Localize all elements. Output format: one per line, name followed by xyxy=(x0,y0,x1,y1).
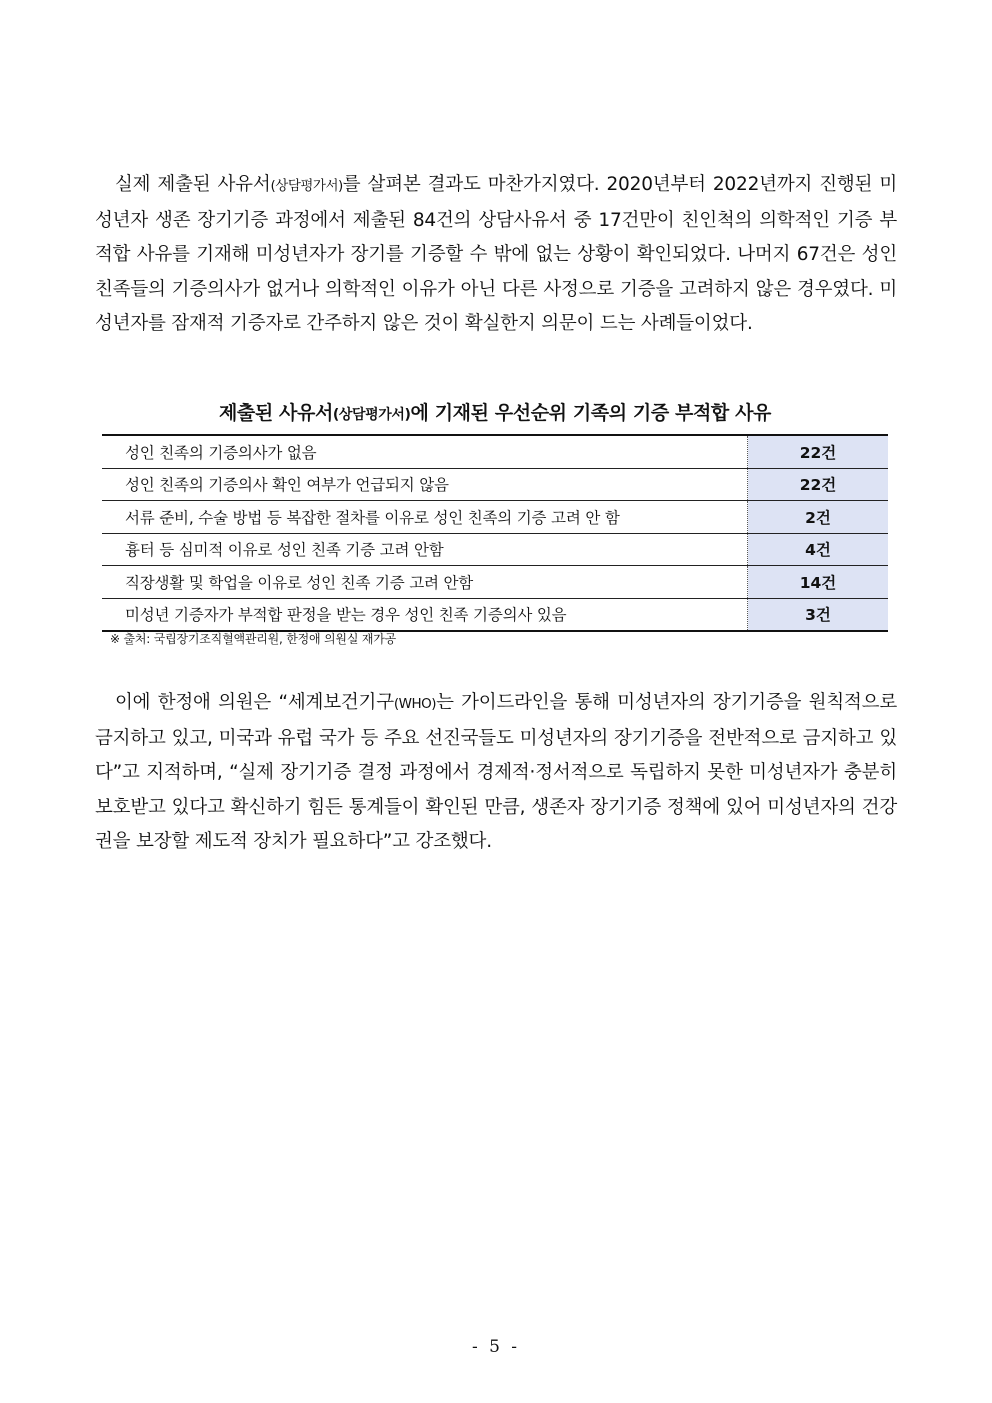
body-paragraph-1 xyxy=(95,168,897,342)
paragraph-2-note: (WHO) xyxy=(393,696,437,712)
table-row xyxy=(102,598,888,631)
count-cell: 22건 xyxy=(748,435,889,468)
table-row xyxy=(102,435,888,468)
count-cell: 3건 xyxy=(748,598,889,631)
table-row xyxy=(102,468,888,501)
table-title-text-a: 제출된 사유서 xyxy=(218,402,333,424)
table-row xyxy=(102,533,888,566)
count-cell: 2건 xyxy=(748,501,889,534)
reason-cell: 흉터 등 심미적 이유로 성인 친족 기증 고려 안함 xyxy=(102,533,748,566)
paragraph-1-note: (상담평가서) xyxy=(270,178,343,194)
reason-cell: 미성년 기증자가 부적합 판정을 받는 경우 성인 친족 기증의사 있음 xyxy=(102,598,748,631)
count-cell: 14건 xyxy=(748,566,889,599)
count-cell: 22건 xyxy=(748,468,889,501)
reason-cell: 서류 준비, 수술 방법 등 복잡한 절차를 이유로 성인 친족의 기증 고려 안 함 xyxy=(102,501,748,534)
paragraph-2-text-b: 는 가이드라인을 통해 미성년자의 장기기증을 원칙적으로 금지하고 있고, 미국과 유럽 국가 등 주요 선진국들도 미성년자의 장기기증을 전반적으로 금지하고 있다”고 지적하며, “실제 장기기증 결정 과정에서 경제적·정서적으로 독립하지 못한 미성년자가 충분히 보호받고 있다고 확신하기 힘든 통계들이 확인된 만큼, 생존자 장기기증 정책에 있어 미성년자의 건강권을 보장할 제도적 장치가 필요하다”고 강조했다. xyxy=(95,692,897,852)
table-source-note: ※ 출처: 국립장기조직혈액관리원, 한정애 의원실 재가공 xyxy=(110,632,397,646)
reasons-table xyxy=(102,434,888,632)
reason-cell: 직장생활 및 학업을 이유로 성인 친족 기증 고려 안함 xyxy=(102,566,748,599)
page-number: - 5 - xyxy=(471,1337,521,1357)
table-title-note: (상담평가서) xyxy=(332,407,411,423)
reason-cell: 성인 친족의 기증의사 확인 여부가 언급되지 않음 xyxy=(102,468,748,501)
table-title-text-b: 에 기재된 우선순위 기족의 기증 부적합 사유 xyxy=(410,402,772,424)
paragraph-1-text-b: 를 살펴본 결과도 마찬가지였다. 2020년부터 2022년까지 진행된 미성년자 생존 장기기증 과정에서 제출된 84건의 상담사유서 중 17건만이 친인척의 의학적인 기증 부적합 사유를 기재해 미성년자가 장기를 기증할 수 밖에 없는 상황이 확인되었다. 나머지 67건은 성인 친족들의 기증의사가 없거나 의학적인 이유가 아닌 다른 사정으로 기증을 고려하지 않은 경우였다. 미성년자를 잠재적 기증자로 간주하지 않은 것이 확실한지 의문이 드는 사례들이었다. xyxy=(95,174,897,334)
reason-cell: 성인 친족의 기증의사가 없음 xyxy=(102,435,748,468)
body-paragraph-2 xyxy=(95,686,897,860)
table-row xyxy=(102,501,888,534)
paragraph-2-text-a: 이에 한정애 의원은 “세계보건기구 xyxy=(115,692,394,713)
table-title xyxy=(102,398,888,425)
table-row xyxy=(102,566,888,599)
paragraph-1-text-a: 실제 제출된 사유서 xyxy=(115,174,271,195)
count-cell: 4건 xyxy=(748,533,889,566)
